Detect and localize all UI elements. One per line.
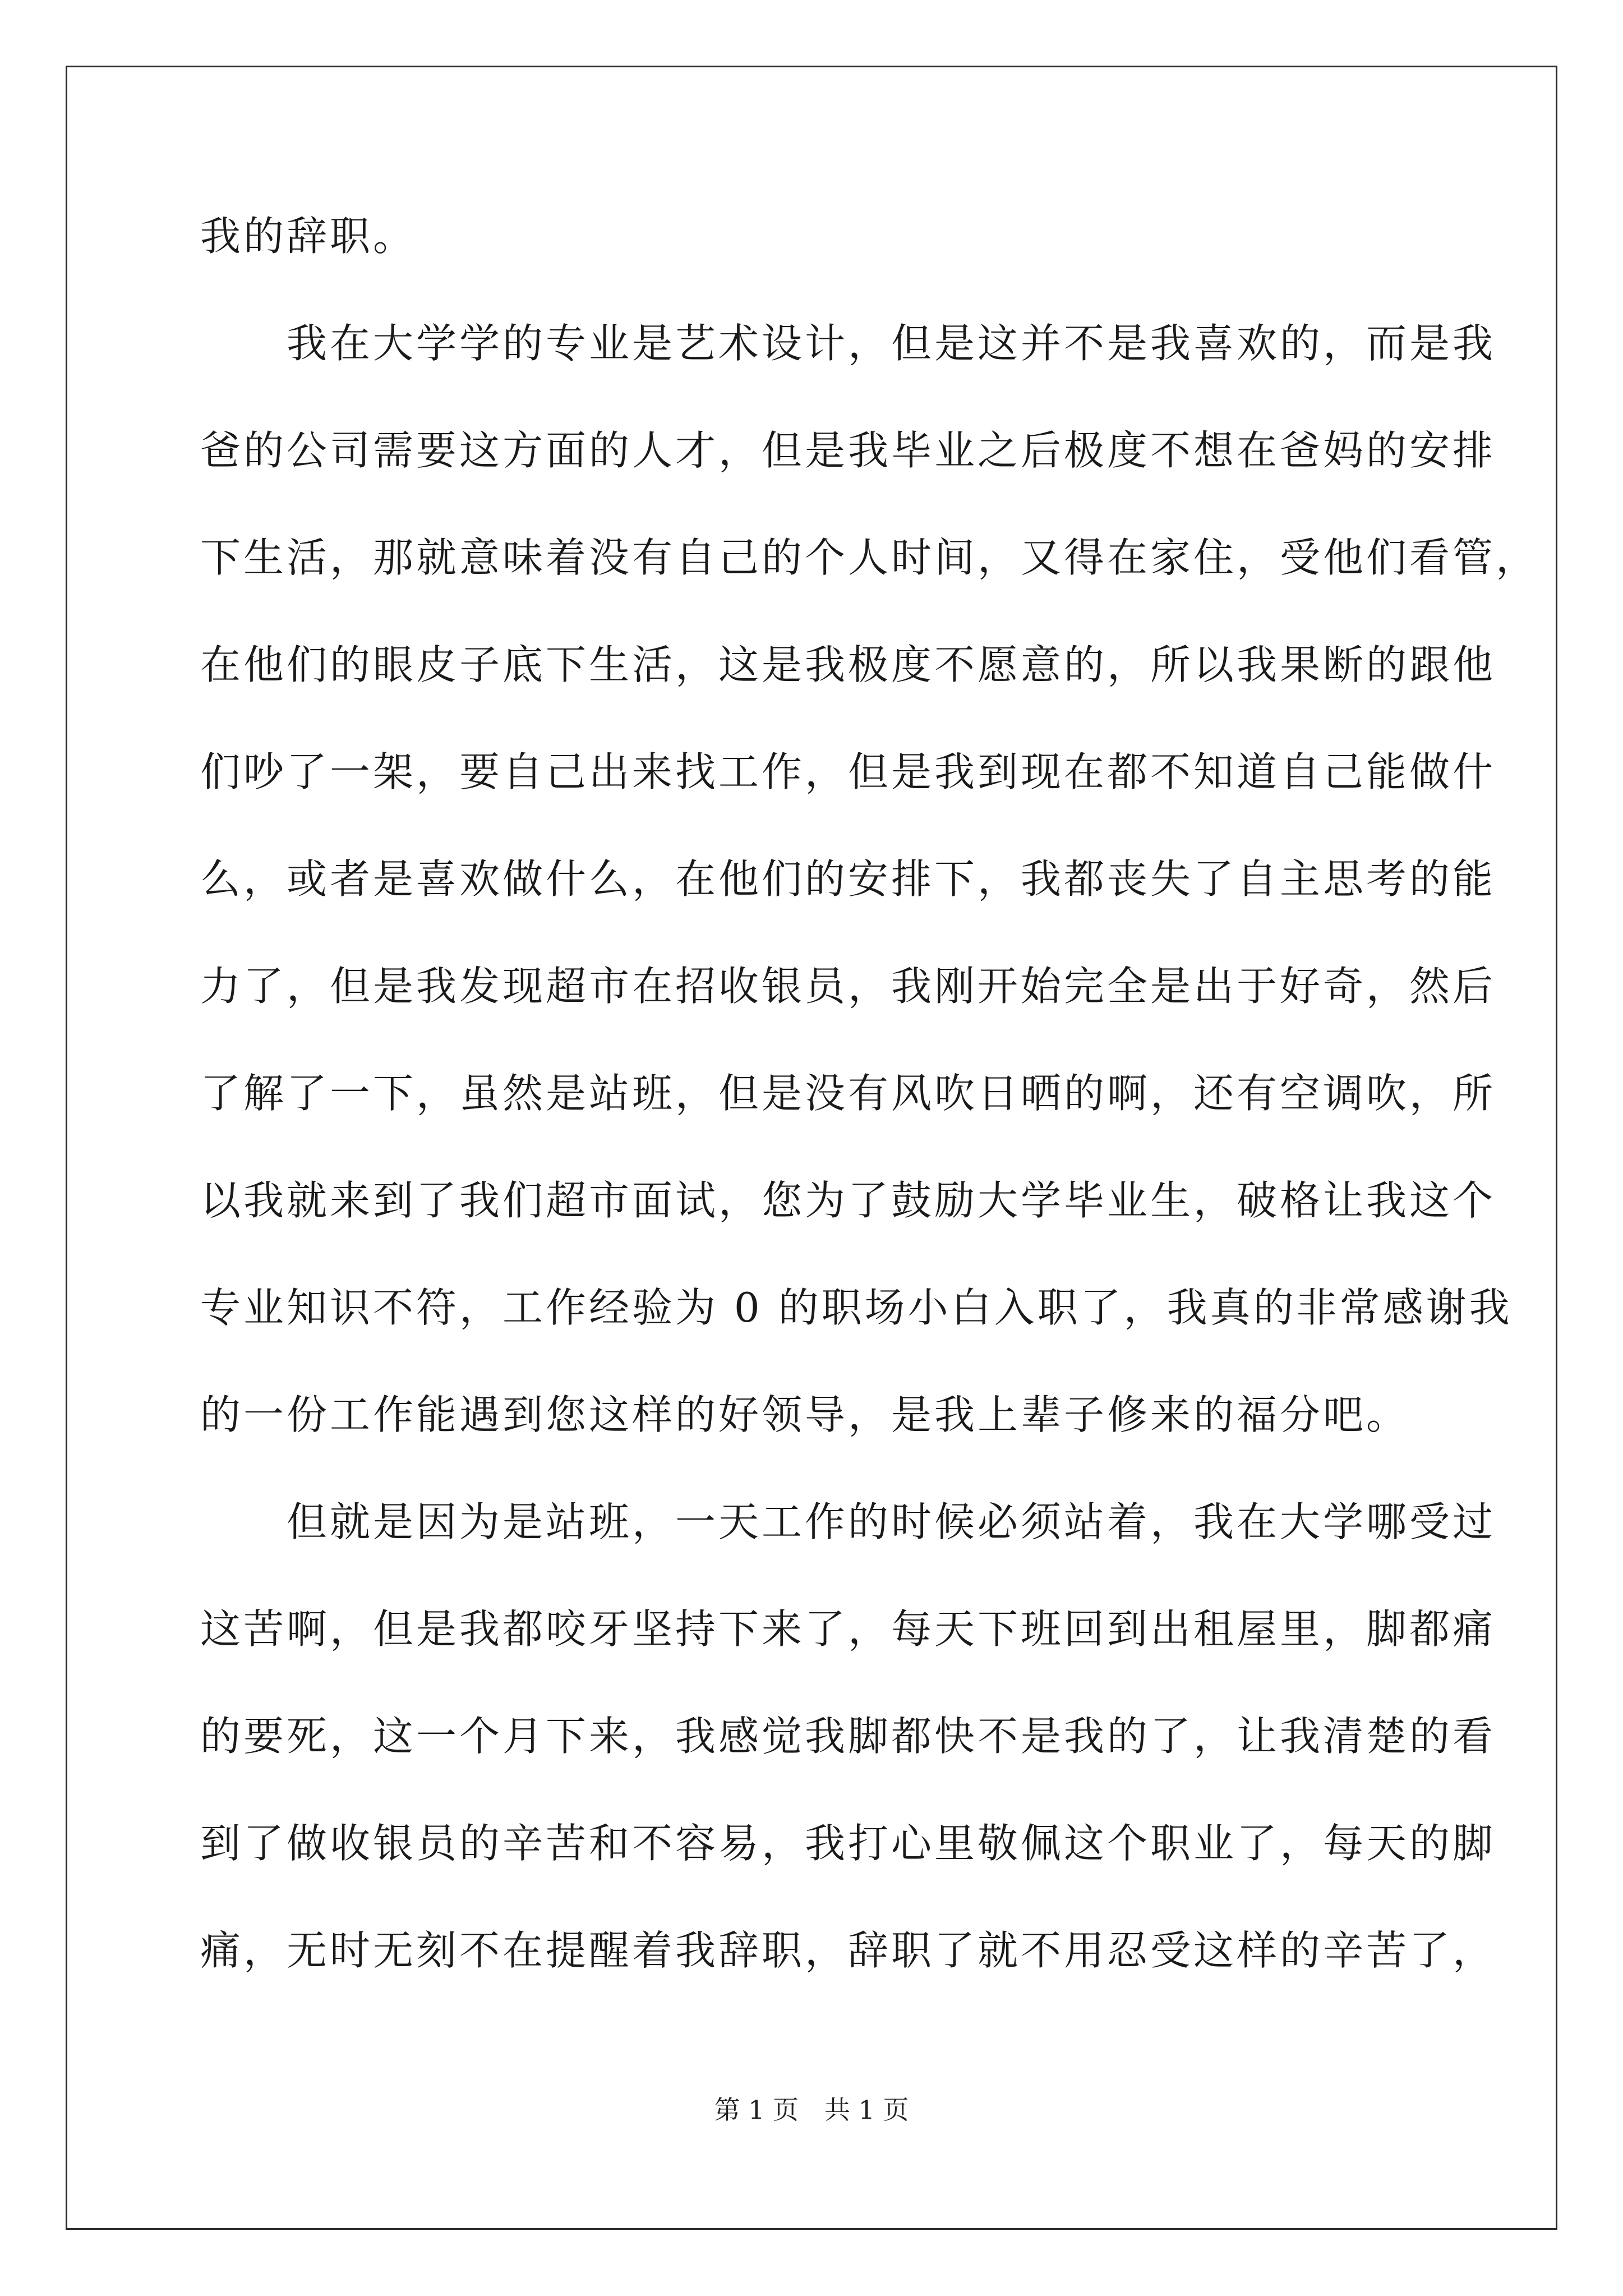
text-line: 力了，但是我发现超市在招收银员，我刚开始完全是出于好奇，然后 <box>200 963 1496 1010</box>
page-number-footer: 第 1 页 共 1 页 <box>714 2095 909 2125</box>
text-line: 爸的公司需要这方面的人才，但是我毕业之后极度不想在爸妈的安排 <box>200 427 1496 474</box>
text-line: 但就是因为是站班，一天工作的时候必须站着，我在大学哪受过 <box>200 1498 1496 1545</box>
text-line: 这苦啊，但是我都咬牙坚持下来了，每天下班回到出租屋里，脚都痛 <box>200 1605 1496 1653</box>
text-line: 在他们的眼皮子底下生活，这是我极度不愿意的，所以我果断的跟他 <box>200 641 1496 688</box>
text-line: 么，或者是喜欢做什么，在他们的安排下，我都丧失了自主思考的能 <box>200 855 1496 903</box>
text-line: 的要死，这一个月下来，我感觉我脚都快不是我的了，让我清楚的看 <box>200 1713 1496 1760</box>
text-line: 专业知识不符，工作经验为 0 的职场小白入职了，我真的非常感谢我 <box>200 1284 1513 1331</box>
text-line: 我的辞职。 <box>200 213 417 260</box>
text-line: 们吵了一架，要自己出来找工作，但是我到现在都不知道自己能做什 <box>200 748 1496 795</box>
text-line: 以我就来到了我们超市面试，您为了鼓励大学毕业生，破格让我这个 <box>200 1177 1496 1224</box>
text-line: 痛，无时无刻不在提醒着我辞职，辞职了就不用忍受这样的辛苦了， <box>200 1927 1496 1974</box>
document-body <box>200 213 1539 2037</box>
text-line: 的一份工作能遇到您这样的好领导，是我上辈子修来的福分吧。 <box>200 1391 1410 1438</box>
text-line: 到了做收银员的辛苦和不容易，我打心里敬佩这个职业了，每天的脚 <box>200 1820 1496 1867</box>
text-line: 我在大学学的专业是艺术设计，但是这并不是我喜欢的，而是我 <box>200 320 1496 367</box>
text-line: 下生活，那就意味着没有自己的个人时间，又得在家住，受他们看管， <box>200 534 1539 581</box>
text-line: 了解了一下，虽然是站班，但是没有风吹日晒的啊，还有空调吹，所 <box>200 1070 1496 1117</box>
